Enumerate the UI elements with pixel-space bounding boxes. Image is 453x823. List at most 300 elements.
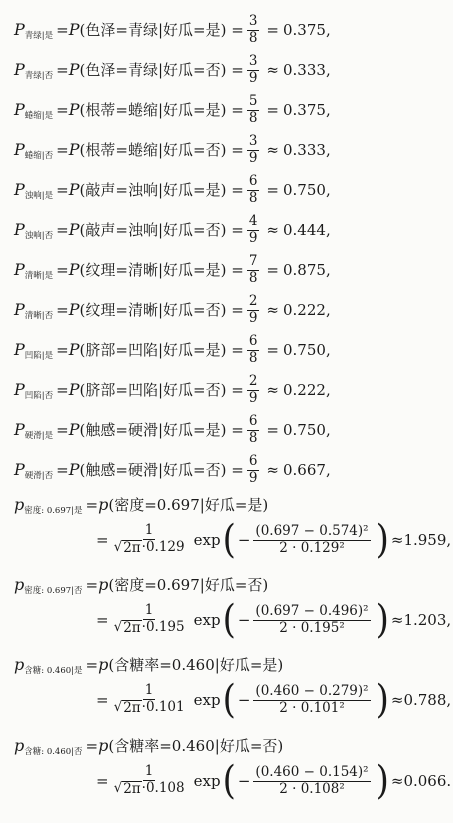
probability-equation [14, 414, 331, 446]
math-symbol: ) = [220, 20, 244, 39]
math-symbol: = [193, 60, 206, 79]
attribute-name: 脐部 [85, 340, 116, 359]
math-symbol: ( [79, 260, 86, 279]
fraction-denominator: 9 [248, 389, 258, 406]
math-symbol: = [115, 300, 128, 319]
math-symbol: ( [79, 340, 86, 359]
math-symbol: ( [79, 300, 86, 319]
sqrt-radicand: 2π [123, 781, 141, 797]
density-symbol: p [14, 736, 25, 755]
probability-symbol: P [14, 180, 25, 200]
probability-equation [14, 174, 331, 206]
fraction-denominator: 8 [248, 269, 258, 286]
fraction-denominator: 8 [248, 349, 258, 366]
condition-value: 是 [247, 495, 263, 514]
math-symbol: | [157, 180, 164, 199]
math-symbol: − [237, 772, 251, 790]
math-symbol: = [115, 380, 128, 399]
math-symbol: = [115, 100, 128, 119]
attribute-name: 敲声 [85, 220, 116, 239]
fraction-denominator: 8 [248, 109, 258, 126]
probability-function: P [68, 460, 80, 480]
target-label: 好瓜 [219, 736, 250, 755]
attribute-name: 色泽 [85, 60, 116, 79]
math-symbol: | [157, 420, 164, 439]
math-symbol: = [115, 460, 128, 479]
density-symbol: p [14, 495, 25, 514]
math-symbol: | [157, 260, 164, 279]
attribute-value: 清晰 [127, 300, 158, 319]
relation-sign: ≈ [266, 380, 279, 399]
result-value: 0.875 [283, 260, 326, 279]
probability-function: P [68, 60, 80, 80]
relation-sign: ≈ [266, 220, 279, 239]
relation-sign: = [266, 100, 279, 119]
math-symbol: ( [79, 140, 86, 159]
sqrt-radicand: 2π [123, 620, 141, 636]
probability-equation [14, 14, 331, 46]
math-symbol: = [56, 60, 69, 79]
probability-symbol: P [14, 220, 25, 240]
subscript-label: 蜷缩|是 [24, 110, 54, 121]
target-label: 好瓜 [163, 60, 194, 79]
attribute-name: 密度 [114, 495, 145, 514]
math-symbol: ( [108, 736, 115, 755]
left-paren: ( [222, 677, 236, 723]
probability-equation [14, 294, 331, 326]
subscript-label: 含糖: 0.460|是 [24, 665, 83, 676]
constant-two: 2 [279, 539, 288, 556]
subscript-label: 密度: 0.697|是 [24, 505, 83, 516]
math-symbol: ) [262, 495, 269, 514]
attribute-value: 凹陷 [127, 380, 158, 399]
density-function: p [98, 495, 109, 514]
math-symbol: ( [108, 495, 115, 514]
math-symbol: ( [79, 420, 86, 439]
target-label: 好瓜 [163, 140, 194, 159]
math-symbol: = [56, 180, 69, 199]
math-symbol: , [325, 420, 331, 439]
probability-symbol: P [14, 20, 25, 40]
math-symbol: | [157, 220, 164, 239]
fraction-numerator [253, 765, 370, 782]
math-symbol: = [249, 736, 263, 755]
fraction-numerator: 2 [248, 373, 258, 389]
sqrt [114, 540, 142, 557]
relation-sign: ≈ [266, 140, 279, 159]
math-symbol: = [96, 611, 109, 629]
math-symbol: ) = [220, 60, 244, 79]
fraction [247, 174, 260, 206]
probability-function: P [68, 220, 80, 240]
math-symbol: , [325, 140, 331, 159]
condition-value: 否 [205, 60, 221, 79]
attribute-name: 触感 [85, 420, 116, 439]
subscript-label: 浊响|否 [24, 230, 54, 241]
sigma-value: 0.101 [145, 699, 185, 715]
math-symbol: − [299, 682, 320, 699]
math-symbol: = [193, 260, 206, 279]
exponent-fraction [253, 765, 370, 797]
attribute-value: 浊响 [127, 180, 158, 199]
math-symbol: = [193, 460, 206, 479]
attribute-name: 密度 [114, 575, 145, 594]
math-symbol: ≈ [390, 531, 404, 549]
attribute-value: 蜷缩 [127, 100, 158, 119]
math-symbol: = [115, 420, 128, 439]
math-symbol: ( [108, 655, 115, 674]
exponent-numerator [255, 523, 368, 539]
attribute-name: 纹理 [85, 300, 116, 319]
condition-value: 否 [205, 140, 221, 159]
sigma-value: 0.108 [300, 780, 340, 797]
fraction-denominator [277, 701, 347, 717]
probability-function: P [68, 260, 80, 280]
math-symbol: | [199, 495, 205, 514]
attribute-value: 0.697 [156, 495, 200, 514]
x-value: 0.460 [260, 682, 300, 699]
result-value: 0.375 [283, 100, 326, 119]
gaussian-denominator [114, 699, 185, 715]
attribute-value: 青绿 [127, 20, 158, 39]
result-value: 0.750 [283, 180, 326, 199]
target-label: 好瓜 [163, 300, 194, 319]
attribute-name: 触感 [85, 460, 116, 479]
math-symbol: . [446, 772, 452, 790]
condition-value: 是 [205, 100, 221, 119]
right-paren: ) [375, 758, 389, 804]
math-symbol: , [325, 460, 331, 479]
probability-function: P [68, 300, 80, 320]
math-symbol: ( [79, 180, 86, 199]
result-value: 0.222 [283, 380, 326, 399]
math-symbol: ( [255, 602, 261, 619]
math-symbol: ≈ [390, 772, 404, 790]
math-symbol: ) [262, 575, 269, 594]
math-symbol: , [325, 60, 331, 79]
math-symbol: ² [339, 780, 345, 797]
attribute-name: 敲声 [85, 180, 116, 199]
attribute-name: 根蒂 [85, 100, 116, 119]
math-symbol: , [325, 20, 331, 39]
fraction-numerator: 2 [248, 293, 258, 309]
subscript-label: 青绿|否 [24, 70, 54, 81]
probability-equation [14, 134, 331, 166]
attribute-value: 0.460 [171, 736, 215, 755]
math-symbol: | [157, 60, 164, 79]
math-symbol: · [287, 780, 301, 797]
math-symbol: − [299, 522, 320, 539]
attribute-name: 含糖率 [114, 736, 160, 755]
fraction-numerator: 3 [248, 133, 258, 149]
sigma-value: 0.129 [145, 539, 185, 555]
math-symbol: ² [339, 699, 345, 716]
gaussian-formula [96, 758, 452, 804]
relation-sign: = [266, 180, 279, 199]
fraction-denominator: 8 [248, 29, 258, 46]
probability-symbol: P [14, 260, 25, 280]
subscript-label: 蜷缩|否 [24, 150, 54, 161]
math-symbol: | [157, 100, 164, 119]
fraction [247, 414, 260, 446]
fraction-numerator: 3 [248, 53, 258, 69]
target-label: 好瓜 [163, 340, 194, 359]
math-symbol: | [157, 140, 164, 159]
probability-equation [14, 454, 331, 486]
target-label: 好瓜 [163, 380, 194, 399]
result-value: 0.750 [283, 420, 326, 439]
math-symbol: , [446, 531, 452, 549]
fraction-numerator: 6 [248, 173, 258, 189]
math-symbol: = [249, 655, 263, 674]
fraction-denominator: 8 [248, 429, 258, 446]
math-symbol: )² [357, 602, 369, 619]
math-symbol: = [193, 300, 206, 319]
probability-symbol: P [14, 460, 25, 480]
relation-sign: = [266, 20, 279, 39]
math-symbol: ) [277, 655, 284, 674]
math-symbol: = [115, 20, 128, 39]
math-symbol: = [144, 575, 157, 594]
math-symbol: = [96, 531, 109, 549]
sqrt-radicand: 2π [123, 540, 141, 556]
condition-value: 否 [205, 380, 221, 399]
density-function: p [98, 736, 109, 755]
attribute-value: 凹陷 [127, 340, 158, 359]
fraction-denominator [112, 781, 187, 798]
fraction-numerator: 4 [248, 213, 258, 229]
math-symbol: | [157, 300, 164, 319]
math-symbol: − [237, 691, 251, 709]
math-symbol: ≈ [390, 611, 404, 629]
condition-value: 否 [205, 460, 221, 479]
math-symbol: − [299, 602, 320, 619]
condition-value: 是 [205, 420, 221, 439]
attribute-name: 色泽 [85, 20, 116, 39]
math-symbol: · [141, 539, 146, 555]
sigma-value: 0.195 [300, 619, 340, 636]
density-function: p [98, 655, 109, 674]
math-symbol: = [56, 140, 69, 159]
exp-function: exp [193, 611, 221, 629]
fraction-denominator: 9 [248, 469, 258, 486]
result-value: 0.788 [403, 691, 447, 709]
mu-value: 0.154 [319, 763, 358, 780]
math-symbol: | [157, 20, 164, 39]
subscript-label: 清晰|否 [24, 310, 54, 321]
fraction-numerator [253, 604, 370, 621]
density-definition [14, 655, 284, 676]
result-value: 1.203 [403, 611, 447, 629]
probability-symbol: P [14, 60, 25, 80]
math-symbol: = [56, 460, 69, 479]
fraction [247, 14, 260, 46]
result-value: 0.444 [283, 220, 326, 239]
attribute-value: 硬滑 [127, 460, 158, 479]
relation-sign: = [266, 420, 279, 439]
probability-function: P [68, 20, 80, 40]
fraction-denominator [112, 700, 187, 717]
probability-function: P [68, 380, 80, 400]
math-symbol: √ [113, 539, 123, 555]
math-symbol: = [85, 736, 99, 755]
math-symbol: = [56, 220, 69, 239]
math-symbol: ) = [220, 220, 244, 239]
exponent-numerator [255, 683, 368, 699]
condition-value: 是 [205, 340, 221, 359]
left-paren: ( [222, 517, 236, 563]
attribute-value: 硬滑 [127, 420, 158, 439]
exponent-fraction [253, 524, 370, 556]
sqrt-radicand: 2π [123, 700, 141, 716]
x-value: 0.697 [260, 602, 300, 619]
math-symbol: · [287, 539, 301, 556]
condition-value: 是 [205, 180, 221, 199]
constant-two: 2 [279, 699, 288, 716]
fraction-numerator [253, 524, 370, 541]
math-symbol: = [193, 220, 206, 239]
math-symbol: ( [255, 522, 261, 539]
probability-function: P [68, 340, 80, 360]
math-symbol: = [193, 20, 206, 39]
gaussian-formula [96, 677, 452, 723]
math-symbol: · [287, 699, 301, 716]
exponent-denominator [279, 620, 345, 636]
math-symbol: = [159, 736, 172, 755]
fraction-denominator: 9 [248, 149, 258, 166]
math-symbol: ) = [220, 140, 244, 159]
gaussian-denominator [114, 539, 185, 555]
math-symbol: = [56, 380, 69, 399]
density-definition [14, 575, 269, 596]
math-symbol: ( [79, 380, 86, 399]
fraction [247, 294, 260, 326]
math-symbol: = [159, 655, 172, 674]
exp-function: exp [193, 772, 221, 790]
math-symbol: = [193, 340, 206, 359]
fraction-numerator: 1 [144, 522, 154, 539]
math-symbol: = [85, 655, 99, 674]
target-label: 好瓜 [163, 220, 194, 239]
probability-function: P [68, 420, 80, 440]
math-symbol: = [56, 300, 69, 319]
density-definition [14, 495, 269, 516]
math-symbol: ² [339, 619, 345, 636]
math-symbol: = [193, 420, 206, 439]
fraction [112, 523, 187, 556]
math-symbol: √ [113, 699, 123, 715]
density-function: p [98, 575, 109, 594]
density-symbol: p [14, 575, 25, 594]
fraction-denominator [277, 541, 347, 557]
math-symbol: = [56, 420, 69, 439]
math-symbol: , [325, 220, 331, 239]
math-symbol: ) = [220, 100, 244, 119]
math-symbol: − [299, 763, 320, 780]
sqrt [114, 700, 142, 717]
probability-function: P [68, 140, 80, 160]
sigma-value: 0.129 [300, 539, 340, 556]
math-symbol: )² [357, 682, 369, 699]
right-paren: ) [375, 597, 389, 643]
math-symbol: ) [277, 736, 284, 755]
density-symbol: p [14, 655, 25, 674]
target-label: 好瓜 [163, 180, 194, 199]
attribute-value: 0.460 [171, 655, 215, 674]
probability-symbol: P [14, 340, 25, 360]
fraction-numerator: 5 [248, 93, 258, 109]
sigma-value: 0.195 [145, 619, 185, 635]
fraction-denominator: 9 [248, 229, 258, 246]
probability-equation [14, 214, 331, 246]
subscript-label: 清晰|是 [24, 270, 54, 281]
math-symbol: = [115, 140, 128, 159]
fraction-numerator [253, 684, 370, 701]
gaussian-formula [96, 517, 452, 563]
mu-value: 0.574 [319, 522, 358, 539]
attribute-value: 青绿 [127, 60, 158, 79]
math-symbol: ( [255, 763, 261, 780]
math-symbol: = [56, 260, 69, 279]
math-symbol: ( [79, 460, 86, 479]
fraction-numerator: 3 [248, 13, 258, 29]
probability-equation [14, 254, 331, 286]
math-symbol: = [193, 140, 206, 159]
fraction-denominator [112, 540, 187, 557]
target-label: 好瓜 [204, 575, 235, 594]
attribute-value: 浊响 [127, 220, 158, 239]
subscript-label: 硬滑|是 [24, 430, 54, 441]
condition-value: 是 [262, 655, 278, 674]
math-symbol: )² [357, 763, 369, 780]
math-symbol: − [237, 611, 251, 629]
math-symbol: ( [79, 20, 86, 39]
fraction-denominator: 9 [248, 69, 258, 86]
math-symbol: ² [339, 539, 345, 556]
subscript-label: 含糖: 0.460|否 [24, 746, 83, 757]
exponent-fraction [253, 604, 370, 636]
fraction [247, 374, 260, 406]
math-symbol: · [287, 619, 301, 636]
math-symbol: = [234, 495, 248, 514]
math-symbol: | [199, 575, 205, 594]
subscript-label: 硬滑|否 [24, 470, 54, 481]
math-symbol: · [141, 780, 146, 796]
math-symbol: = [56, 20, 69, 39]
math-symbol: | [214, 736, 220, 755]
relation-sign: ≈ [266, 300, 279, 319]
target-label: 好瓜 [219, 655, 250, 674]
target-label: 好瓜 [163, 460, 194, 479]
math-symbol: ) = [220, 340, 244, 359]
target-label: 好瓜 [204, 495, 235, 514]
result-value: 0.333 [283, 60, 326, 79]
math-symbol: ≈ [390, 691, 404, 709]
result-value: 0.333 [283, 140, 326, 159]
math-symbol: , [325, 260, 331, 279]
math-symbol: ( [79, 100, 86, 119]
exponent-denominator [279, 700, 345, 716]
math-symbol: | [157, 380, 164, 399]
math-symbol: √ [113, 619, 123, 635]
probability-function: P [68, 180, 80, 200]
target-label: 好瓜 [163, 420, 194, 439]
condition-value: 否 [247, 575, 263, 594]
right-paren: ) [375, 677, 389, 723]
math-symbol: , [446, 691, 452, 709]
result-value: 0.066 [403, 772, 447, 790]
result-value: 0.222 [283, 300, 326, 319]
